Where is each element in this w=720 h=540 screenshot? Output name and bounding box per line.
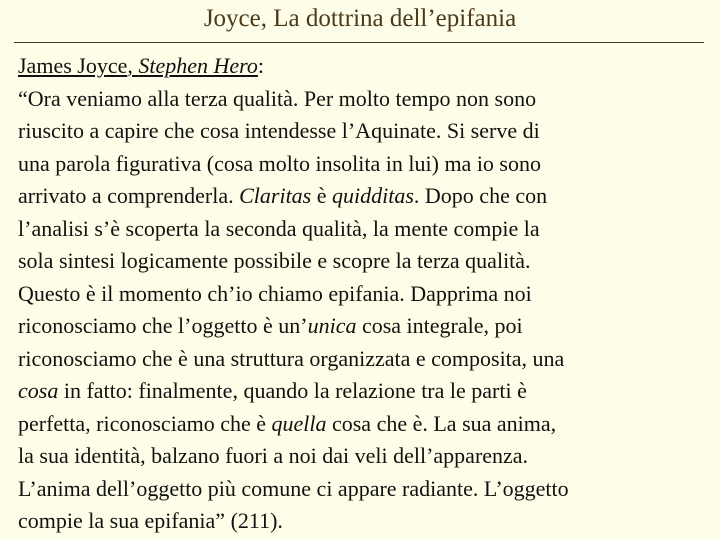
quote-line-12-end: cosa che è. La sua anima,	[326, 410, 557, 436]
quote-body	[18, 50, 710, 538]
quote-line-1	[18, 50, 710, 83]
quote-line-5	[18, 180, 710, 213]
slide-title: Joyce, La dottrina dell’epifania	[203, 5, 517, 32]
quote-line-9-end: cosa integrale, poi	[356, 313, 523, 338]
quote-line-5-start: arrivato a comprenderla.	[18, 183, 240, 208]
term-cosa: cosa	[18, 378, 59, 403]
quote-line-7: sola sintesi logicamente possibile e scopre la terza qualità.	[18, 248, 531, 273]
term-quella: quella	[271, 410, 327, 436]
citation-colon: :	[257, 53, 265, 78]
quote-line-2: “Ora veniamo alla terza qualità. Per molto tempo non sono	[18, 85, 537, 111]
quote-line-3: riuscito a capire che cosa intendesse l’Aquinate. Si serve di	[18, 118, 540, 143]
term-unica: unica	[307, 313, 357, 338]
author-name: James Joyce	[18, 53, 128, 78]
quote-line-13: la sua identità, balzano fuori a noi dai veli dell’apparenza.	[18, 443, 529, 468]
quote-line-12	[18, 408, 710, 441]
citation-separator: ,	[127, 53, 139, 78]
term-claritas: Claritas	[239, 183, 312, 208]
term-quidditas: quidditas	[332, 183, 414, 208]
title-divider	[14, 42, 704, 43]
quote-line-12-start: perfetta, riconosciamo che è	[18, 410, 272, 436]
quote-line-4: una parola figurativa (cosa molto insolita in lui) ma io sono	[18, 150, 541, 176]
quote-line-14: L’anima dell’oggetto più comune ci appare radiante. L’oggetto	[18, 475, 569, 501]
quote-line-5-end: . Dopo che con	[413, 183, 548, 208]
quote-line-15: compie la sua epifania” (211).	[18, 508, 283, 533]
quote-line-6: l’analisi s’è scoperta la seconda qualità, la mente compie la	[18, 215, 540, 241]
quote-line-8: Questo è il momento ch’io chiamo epifania. Dapprima noi	[18, 280, 532, 306]
quote-line-10: riconosciamo che è una struttura organizzata e composita, una	[18, 345, 565, 371]
quote-line-9	[18, 310, 710, 343]
quote-line-5-mid: è	[311, 183, 333, 208]
work-title: Stephen Hero	[138, 53, 258, 78]
quote-line-11-end: in fatto: finalmente, quando la relazione tra le parti è	[58, 378, 527, 403]
quote-line-11	[18, 375, 710, 408]
quote-line-9-start: riconosciamo che l’oggetto è un’	[18, 313, 308, 338]
